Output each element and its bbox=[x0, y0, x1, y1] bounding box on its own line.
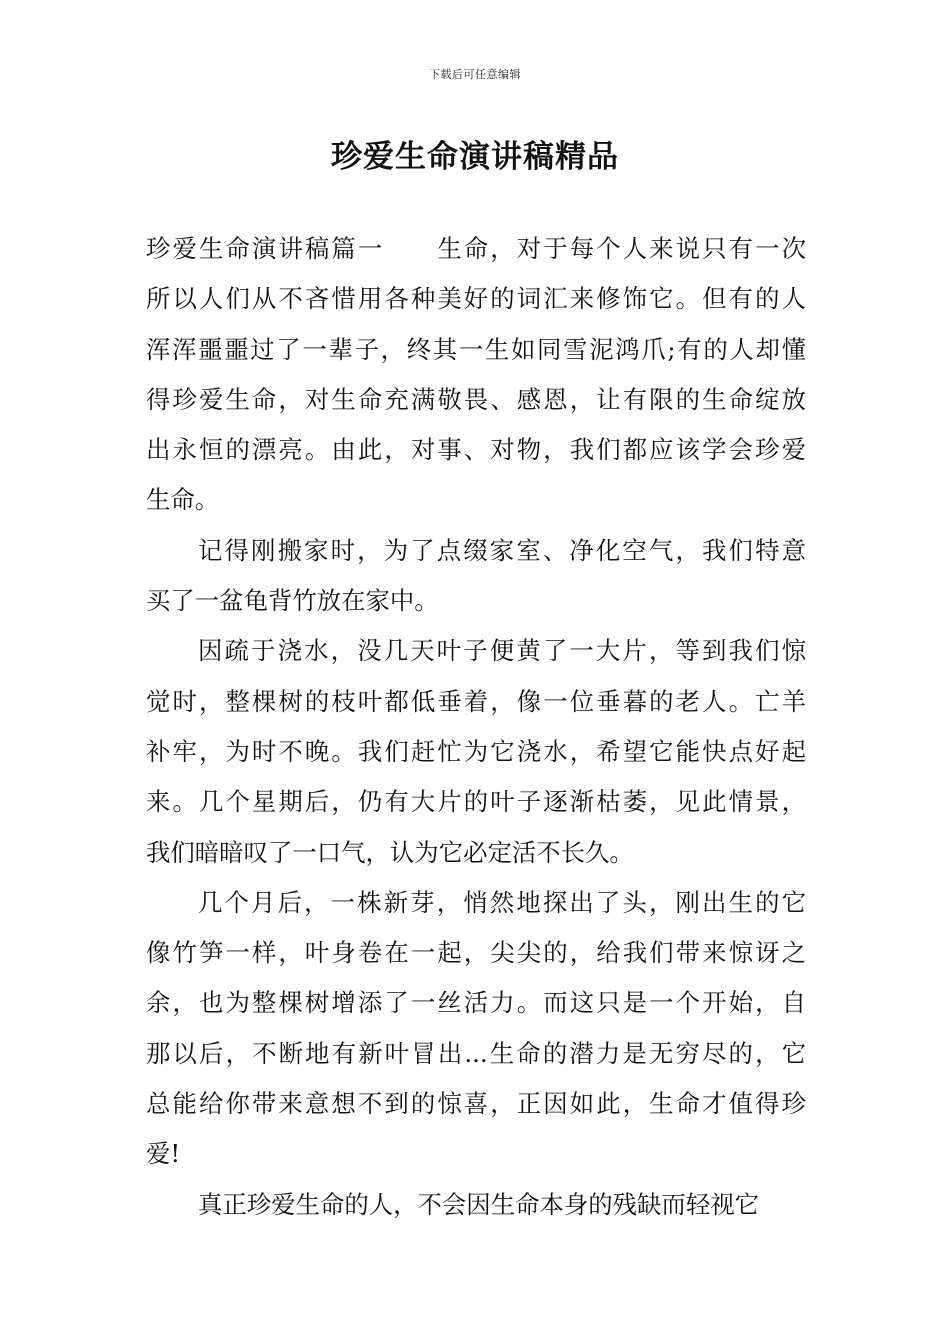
body-line: 出永恒的漂亮。由此，对事、对物，我们都应该学会珍爱 bbox=[146, 435, 806, 465]
body-line: 买了一盆龟背竹放在家中。 bbox=[146, 586, 439, 616]
body-line: 所以人们从不吝惜用各种美好的词汇来修饰它。但有的人 bbox=[146, 284, 806, 314]
body-line: 得珍爱生命，对生命充满敬畏、感恩，让有限的生命绽放 bbox=[146, 384, 806, 414]
body-line: 来。几个星期后，仍有大片的叶子逐渐枯萎，见此情景， bbox=[146, 787, 806, 817]
body-line: 那以后，不断地有新叶冒出...生命的潜力是无穷尽的，它 bbox=[146, 1038, 806, 1068]
body-line: 浑浑噩噩过了一辈子，终其一生如同雪泥鸿爪;有的人却懂 bbox=[146, 334, 806, 364]
header-note: 下载后可任意编辑 bbox=[429, 68, 521, 81]
body-line: 几个月后，一株新芽，悄然地探出了头，刚出生的它 bbox=[198, 887, 806, 917]
body-line: 记得刚搬家时，为了点缀家室、净化空气，我们特意 bbox=[198, 535, 806, 565]
body-line: 我们暗暗叹了一口气，认为它必定活不长久。 bbox=[146, 837, 634, 867]
body-line: 总能给你带来意想不到的惊喜，正因如此，生命才值得珍 bbox=[146, 1089, 806, 1119]
document-body bbox=[146, 224, 806, 1230]
body-line: 爱! bbox=[146, 1139, 181, 1169]
body-line: 补牢，为时不晚。我们赶忙为它浇水，希望它能快点好起 bbox=[146, 736, 806, 766]
document-title: 珍爱生命演讲稿精品 bbox=[331, 139, 619, 175]
body-line: 生命。 bbox=[146, 485, 220, 515]
body-line: 珍爱生命演讲稿篇一 生命，对于每个人来说只有一次 bbox=[146, 234, 806, 263]
body-line: 像竹笋一样，叶身卷在一起，尖尖的，给我们带来惊讶之 bbox=[146, 938, 806, 968]
body-line: 真正珍爱生命的人，不会因生命本身的残缺而轻视它 bbox=[198, 1189, 759, 1219]
body-line: 余，也为整棵树增添了一丝活力。而这只是一个开始，自 bbox=[146, 988, 806, 1018]
body-line: 因疏于浇水，没几天叶子便黄了一大片，等到我们惊 bbox=[198, 636, 806, 666]
body-line: 觉时，整棵树的枝叶都低垂着，像一位垂暮的老人。亡羊 bbox=[146, 686, 806, 716]
